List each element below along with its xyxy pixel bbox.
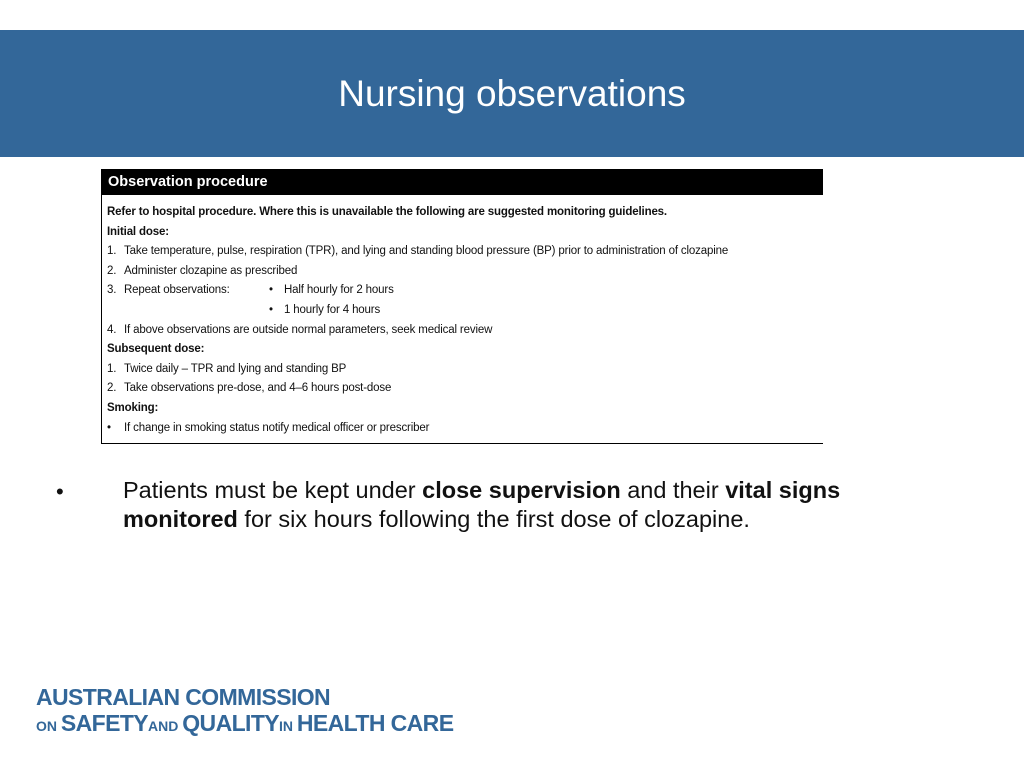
- list-item: [107, 419, 823, 439]
- subsequent-dose-label: Subsequent dose:: [107, 343, 205, 356]
- list-item: [107, 321, 823, 341]
- supervision-bullet-text: [123, 476, 923, 533]
- logo-line-2: [36, 710, 453, 739]
- item-number: 1.: [107, 245, 117, 258]
- sub-bullet-text: Half hourly for 2 hours: [284, 284, 394, 297]
- bullet-icon: •: [56, 479, 64, 504]
- list-item: [107, 242, 823, 262]
- item-text: Take observations pre-dose, and 4–6 hours post-dose: [124, 382, 392, 395]
- item-text: Administer clozapine as prescribed: [124, 264, 298, 277]
- bullet-text-part: Patients must be kept under: [123, 477, 423, 503]
- list-item: [107, 301, 823, 321]
- logo-word: AND: [148, 718, 183, 734]
- bullet-icon: •: [269, 284, 273, 297]
- item-number: 1.: [107, 362, 117, 375]
- bullet-bold-part: vital signs monitored: [123, 477, 841, 532]
- procedure-intro: Refer to hospital procedure. Where this is unavailable the following are suggested monitoring guidelines.: [107, 206, 667, 218]
- item-number: 2.: [107, 264, 117, 277]
- procedure-heading: Observation procedure: [102, 169, 823, 195]
- initial-dose-label: Initial dose:: [107, 225, 169, 238]
- logo-word: QUALITY: [182, 710, 280, 736]
- item-number: 2.: [107, 382, 117, 395]
- logo-word: IN: [279, 718, 297, 734]
- smoking-label: Smoking:: [107, 401, 159, 414]
- item-number: 3.: [107, 284, 117, 297]
- item-text: Repeat observations:: [124, 284, 230, 297]
- bullet-bold-part: close supervision: [422, 477, 621, 503]
- item-number: 4.: [107, 323, 117, 336]
- logo-line-1: AUSTRALIAN COMMISSION: [36, 684, 331, 710]
- logo-word: HEALTH CARE: [296, 710, 454, 736]
- procedure-body: [102, 195, 823, 438]
- sub-bullet-text: 1 hourly for 4 hours: [284, 303, 381, 316]
- top-strip: [0, 0, 1024, 30]
- observation-procedure-box: [101, 169, 823, 444]
- bullet-icon: •: [269, 303, 273, 316]
- list-item: [107, 379, 823, 399]
- bullet-text-part: and their: [620, 477, 726, 503]
- item-text: If change in smoking status notify medical officer or prescriber: [124, 421, 430, 434]
- commission-logo: [36, 684, 453, 739]
- bullet-icon: •: [107, 421, 111, 434]
- item-text: Twice daily – TPR and lying and standing BP: [124, 362, 347, 375]
- list-item: [107, 360, 823, 380]
- item-text: If above observations are outside normal parameters, seek medical review: [124, 323, 493, 336]
- item-text: Take temperature, pulse, respiration (TPR), and lying and standing blood pressure (BP) prior to administration of clozapine: [124, 245, 729, 258]
- logo-word: ON: [36, 718, 61, 734]
- logo-word: SAFETY: [60, 710, 149, 736]
- list-item: [107, 281, 823, 301]
- bullet-text-part: for six hours following the first dose of clozapine.: [237, 505, 750, 532]
- slide-title: Nursing observations: [338, 73, 686, 114]
- list-item: [107, 262, 823, 282]
